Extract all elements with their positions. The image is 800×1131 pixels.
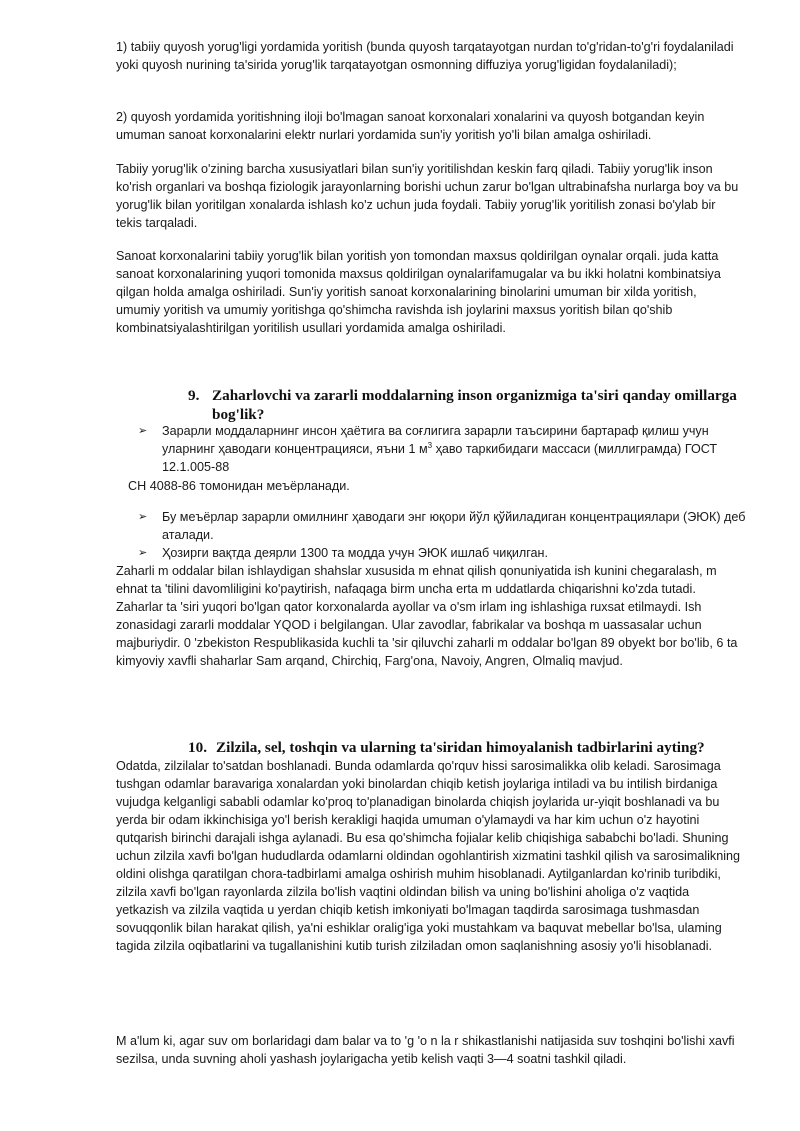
- arrow-bullet-icon: ➢: [138, 425, 148, 437]
- section-10-title: Zilzila, sel, toshqin va ularning ta'siridan himoyalanish tadbirlarini ayting?: [216, 739, 705, 756]
- paragraph-natural-light-properties: Tabiiy yorug'lik o'zining barcha xususiyatlari bilan sun'iy yoritilishdan keskin farq qiladi. Tabiiy yorug'lik inson ko'rish organlari va boshqa fiziologik jarayonlarning borishi uchun zarur bo'lgan ultrabinafsha nurlarga boy va bu yorug'lik bilan yoritilgan xonalarda ishlash ko'z uchun juda foydali. Tabiiy yorug'lik yoritilish zonasi bo'ylab bir tekis tarqaladi.: [116, 162, 739, 230]
- section-9-body: Zaharli m oddalar bilan ishlaydigan shahslar xususida m ehnat qilish qonuniyatida ish kunini chegaralash, m ehnat ta 'tilini davomliligini ko'paytirish, nafaqaga birm uncha erta m uddatlarda chiqarishni ko'zda tutadi. Zaharlar ta 'siri yuqori bo'lgan qator korxonalarda ayollar va o'sm irlam ing ishlashiga ruxsat etilmaydi. Ish zonasidagi zararli moddalar YQOD i belgilangan. Ular zavodlar, fabrikalar va boshqa m uassasalar uchun majburiydir. 0 'zbekiston Respublikasida kuchli ta 'sir qiluvchi zaharli m oddalar bo'lgan 89 obyekt bor bo'lib, 6 ta kimyoviy xavfli shaharlar Sam arqand, Chirchiq, Farg'ona, Navoiy, Angren, Olmaliq mavjud.: [116, 564, 738, 668]
- cubic-superscript: 3: [427, 440, 433, 450]
- section-10-number: 10.: [188, 739, 207, 756]
- section-10-heading: [188, 738, 748, 757]
- bullet-1-text: Зарарли моддаларнинг инсон ҳаётига ва соғлигига зарарли таъсирини бартараф қилиш учун уларнинг ҳаводаги концентрацияси, яъни 1 м: [162, 424, 709, 456]
- bullet-item-3: [138, 544, 748, 562]
- paragraph-artificial-light: 2) quyosh yordamida yoritishning iloji bo'lmagan sanoat korxonalari xonalarini va quyosh botgandan keyin umuman sanoat korxonalarini elektr nurlari yordamida sun'iy yoritish yo'li bilan amalga oshiriladi.: [116, 110, 705, 142]
- bullet-2-text: Бу меъёрлар зарарли омилнинг ҳаводаги энг юқори йўл қўйиладиган концентрациялари (ЭЮК) деб аталади.: [162, 510, 746, 542]
- paragraph-natural-light: 1) tabiiy quyosh yorug'ligi yordamida yoritish (bunda quyosh tarqatayotgan nurdan to'g'ridan-to'g'ri foydalaniladi yoki quyosh nurining ta'sirida yorug'lik tarqatayotgan osmonning diffuziya yorug'ligidan foydalaniladi);: [116, 40, 734, 72]
- bullet-item-2: [138, 508, 748, 544]
- bullet-1-continuation: СН 4088-86 томонидан меъёрланади.: [128, 479, 350, 493]
- arrow-bullet-icon: ➢: [138, 511, 148, 523]
- section-9-title: Zaharlovchi va zararli moddalarning inson organizmiga ta'siri qanday omillarga bog'lik?: [212, 387, 737, 423]
- section-10-body: Odatda, zilzilalar to'satdan boshlanadi. Bunda odamlarda qo'rquv hissi sarosimalikka olib keladi. Sarosimaga tushgan odamlar baravariga xonalardan yoki binolardan chiqib ketish joylariga intiladi va bu intilish birdaniga vujudga kelganligi sababli odamlar ko'proq to'planadigan binolarda chiqish joylarida ur-yiqit boshlanadi va bu yerda bir odam ikkinchisiga yo'l berish kerakligi haqida umuman o'ylamaydi va har kim uchun o'z hayotini qutqarish birinchi darajali ishga aylanadi. Bu esa qo'shimcha fojialar kelib chiqishiga sababchi bo'ladi. Shuning uchun zilzila xavfi bo'lgan hududlarda odamlarni oldindan ogohlantirish xizmatini tashkil qilish va sarosimalikning oldini olishga qaratilgan chora-tadbirlami amalga oshirish muhim hisoblanadi. Aytilganlardan ko'rinib turibdiki, zilzila xavfi bo'lgan rayonlarda zilzila bo'lish vaqtini oldindan bilish va uning bo'lishini aholiga o'z vaqtida yetkazish va zilzila vaqtida u yerdan chiqib ketish imkoniyati bo'lmagan taqdirda sarosimaga tushmasdan sovuqqonlik bilan harakat qilish, ya'ni eshiklar oralig'iga yoki mustahkam va baquvat mebellar bo'lsa, ulaming tagida zilzila oqibatlarini va tugallanishini kutib turish zilziladan omon saqlanishning asosiy yo'li hisoblanadi.: [116, 759, 741, 953]
- section-9-number: 9.: [188, 387, 200, 404]
- bullet-3-text: Ҳозирги вақтда деярли 1300 та модда учун ЭЮК ишлаб чиқилган.: [162, 546, 549, 560]
- bullet-item-1: [138, 422, 748, 476]
- arrow-bullet-icon: ➢: [138, 547, 148, 559]
- bullet-1-text-end: ҳаво таркибидаги массаси (миллиграмда) ГОСТ 12.1.005-88: [162, 442, 718, 474]
- section-9-heading: [188, 386, 748, 424]
- paragraph-lighting-methods: Sanoat korxonalarini tabiiy yorug'lik bilan yoritish yon tomondan maxsus qoldirilgan oynalar orqali. juda katta sanoat korxonalarining yuqori tomonida maxsus qoldirilgan oynalarifamugalar va bu ikki holatni kombinatsiya qilgan holda amalga oshiriladi. Sun'iy yoritish sanoat korxonalarining binolarini umuman bir xilda yoritish, umumiy yoritish va umumiy yoritishga qo'shimcha ravishda ish joylarini maxsus yoritish bilan qo'shib kombinatsiyalashtirilgan yoritilish usullari yordamida amalga oshiriladi.: [116, 249, 721, 335]
- section-10-flood-paragraph: M a'lum ki, agar suv om borlaridagi dam balar va to 'g 'o n la r shikastlanishi natijasida suv toshqini bo'lishi xavfi sezilsa, unda suvning aholi yashash joylarigacha yetib kelish vaqti 3—4 soatni tashkil qiladi.: [116, 1034, 735, 1066]
